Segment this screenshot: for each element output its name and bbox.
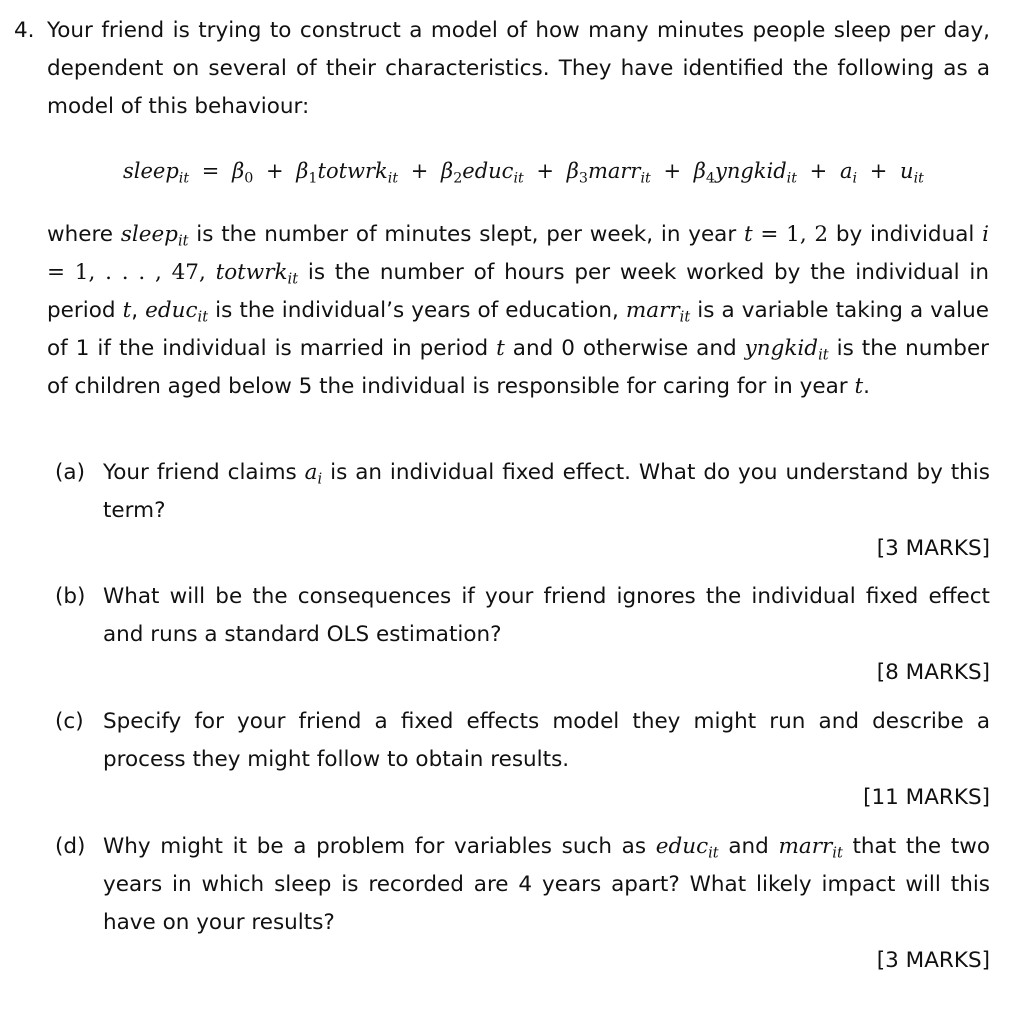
question-part-d bbox=[55, 828, 990, 980]
question-part-a bbox=[55, 454, 990, 568]
eq-fixed-effect: $a_i$ bbox=[839, 159, 858, 187]
question-part-c bbox=[55, 703, 990, 817]
eq-beta0: $\beta_0$ bbox=[232, 159, 254, 187]
part-b-label: (b) bbox=[55, 584, 86, 609]
part-d-text: Why might it be a problem for variables such as educ$_{it}$ and marr$_{it}$ that the two years in which sleep is recorded are 4 years apart? What likely impact will this have on your results? bbox=[103, 834, 991, 935]
part-b-text: What will be the consequences if your friend ignores the individual fixed effect and runs a standard OLS estimation? bbox=[103, 584, 990, 647]
variable-definitions: where sleep$_{it}$ is the number of minutes slept, per week, in year t = 1, 2 by individual i = 1, . . . , 47, totwrk$_{it}$ is the number of hours per week worked by the individual in period t, educ$_{it}$ is the individual’s years of education, marr$_{it}$ is a variable taking a value of 1 if the individual is married in period t and 0 otherwise and yngkid$_{it}$ is the number of children aged below 5 the individual is responsible for caring for in year t. bbox=[47, 222, 990, 399]
question-header bbox=[14, 12, 990, 126]
part-c-marks: [11 MARKS] bbox=[863, 785, 990, 810]
question-intro: Your friend is trying to construct a model of how many minutes people sleep per day, dependent on several of their characteristics. They have identified the following as a model of this behaviour: bbox=[47, 18, 990, 119]
eq-term-educ: $\beta_2educ_{it}$ bbox=[441, 159, 524, 187]
part-d-label: (d) bbox=[55, 834, 86, 859]
part-d-marks: [3 MARKS] bbox=[876, 948, 990, 973]
part-a-marks: [3 MARKS] bbox=[876, 536, 990, 561]
question-part-b bbox=[55, 578, 990, 692]
part-a-text: Your friend claims $a_i$ is an individual fixed effect. What do you understand by this term? bbox=[103, 460, 990, 523]
eq-error-term: $u_{it}$ bbox=[900, 159, 924, 187]
eq-term-yngkid: $\beta_4yngkid_{it}$ bbox=[693, 159, 797, 187]
eq-lhs: sleep$_{it}$ bbox=[123, 159, 190, 187]
model-equation: sleep$_{it}$ = $\beta_0$ + $\beta_1totwrk_{it}$ + $\beta_2educ_{it}$ + $\beta_3marr_{it}$ + $\beta_4yngkid_{it} + a_i + u_{it}$ bbox=[123, 159, 924, 187]
question-number: 4. bbox=[14, 18, 35, 43]
part-a-label: (a) bbox=[55, 460, 85, 485]
eq-term-totwrk: $\beta_1totwrk_{it}$ bbox=[296, 159, 399, 187]
part-c-label: (c) bbox=[55, 709, 84, 734]
eq-term-marr: $\beta_3marr_{it}$ bbox=[566, 159, 651, 187]
part-b-marks: [8 MARKS] bbox=[876, 660, 990, 685]
part-c-text: Specify for your friend a fixed effects model they might run and describe a process they might follow to obtain results. bbox=[103, 709, 990, 772]
